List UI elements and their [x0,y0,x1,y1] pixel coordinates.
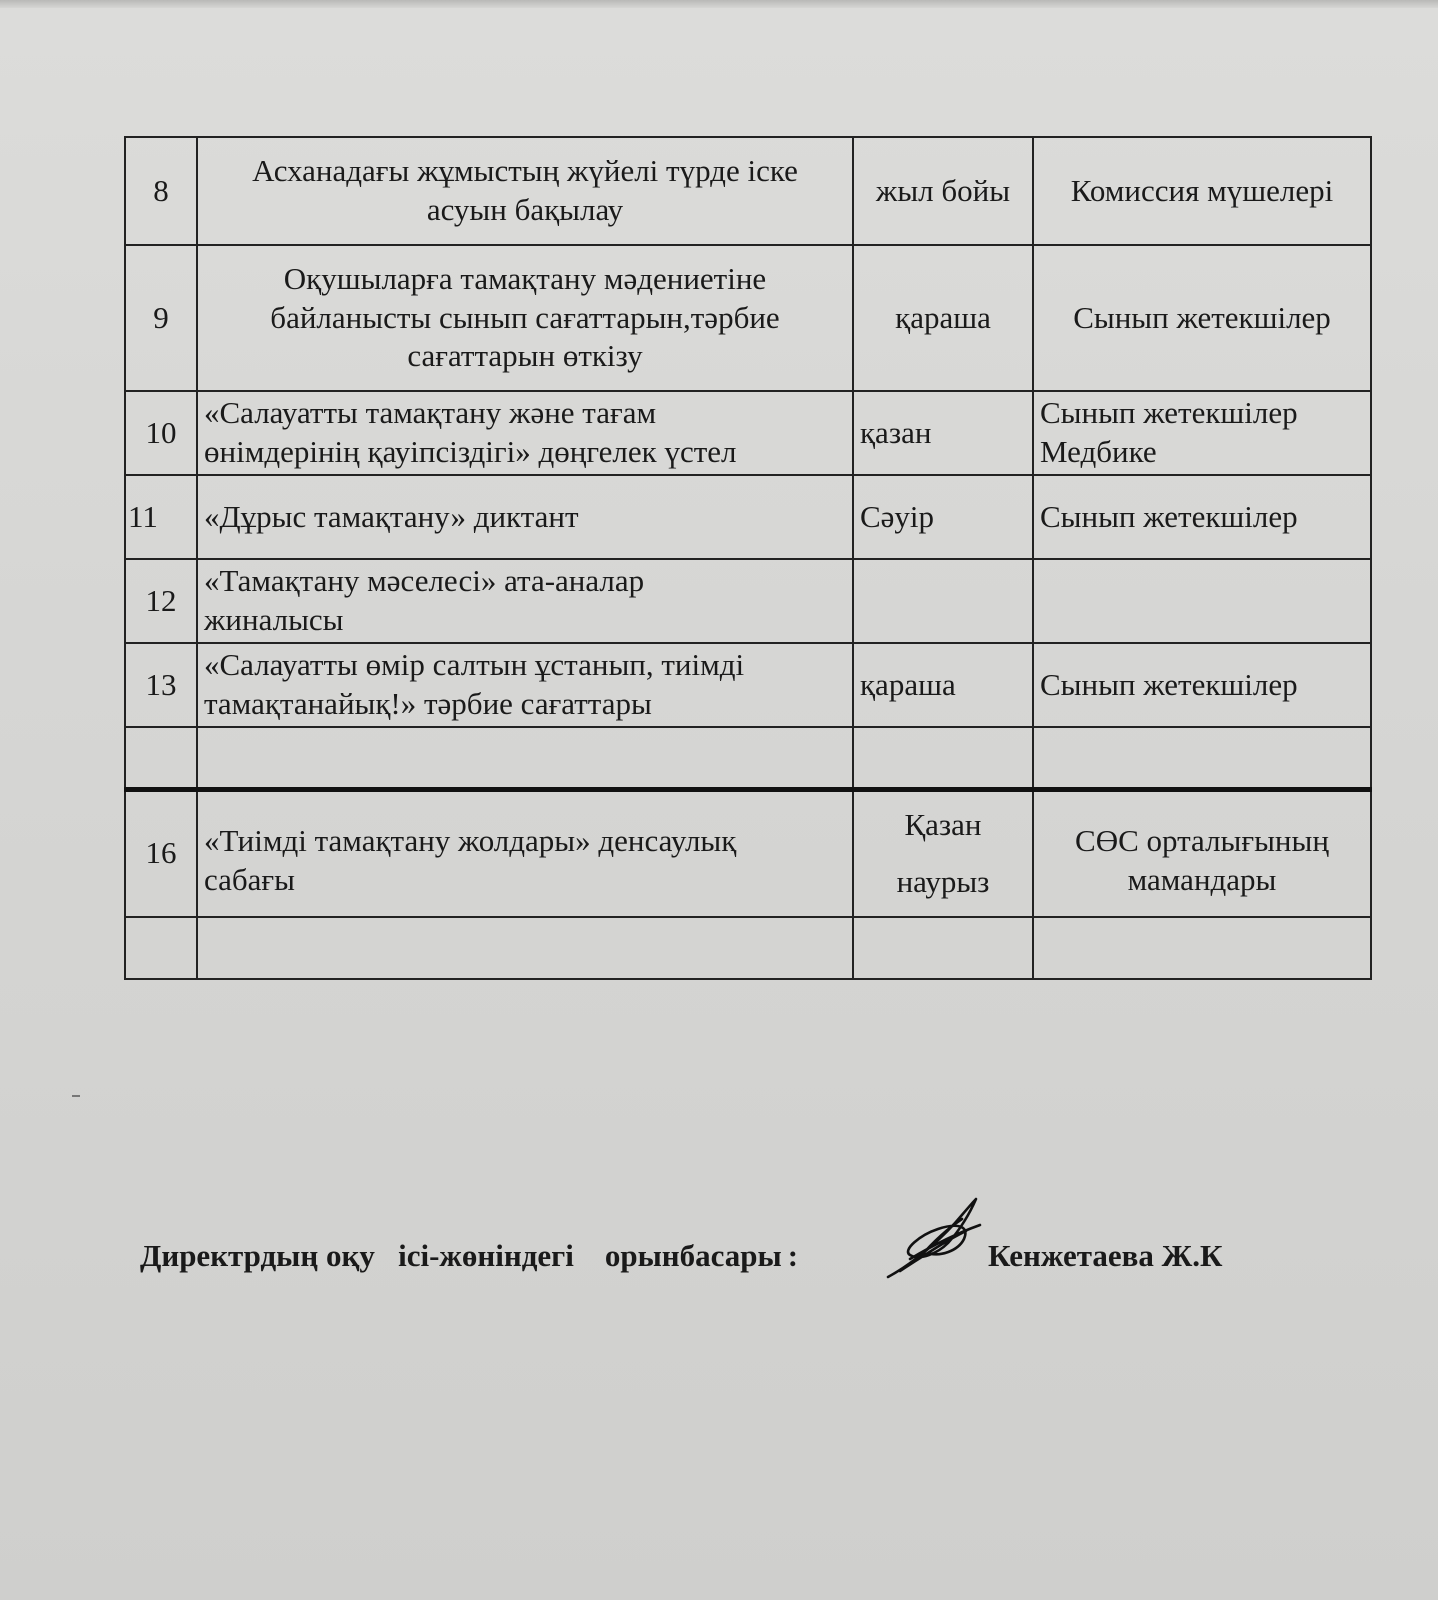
event-line: байланысты сынып сағаттарын,тәрбие [270,299,780,335]
empty-cell [853,727,1033,789]
date-cell: Сәуір [853,475,1033,559]
table-row [125,137,1371,245]
paper-top-edge [0,0,1438,8]
date-cell: қараша [853,643,1033,727]
event-line: «Тиімді тамақтану жолдары» денсаулық [204,823,737,858]
table-row [125,391,1371,475]
event-cell [197,391,853,475]
date-cell [853,789,1033,917]
table-row [125,475,1371,559]
signatory-position [140,1238,798,1274]
event-line: «Тамақтану мәселесі» ата-аналар [204,563,645,599]
responsible-line: Сынып жетекшілер [1040,498,1298,534]
date-cell: қазан [853,391,1033,475]
responsible-cell [1033,391,1371,475]
responsible-cell [1033,643,1371,727]
stray-mark [72,1095,80,1097]
empty-cell [853,917,1033,979]
empty-cell [197,727,853,789]
responsible-cell: Сынып жетекшілер [1033,245,1371,391]
event-cell [197,245,853,391]
event-cell [197,643,853,727]
table-row [125,245,1371,391]
event-cell [197,789,853,917]
table-row-empty [125,727,1371,789]
row-number: 8 [125,137,197,245]
responsible-line: Сынып жетекшілер [1040,395,1298,431]
date-line: наурыз [896,863,990,899]
event-line: «Салауатты тамақтану және тағам [204,395,657,431]
date-cell: қараша [853,245,1033,391]
plan-table [124,136,1372,980]
empty-cell [125,727,197,789]
event-line: «Дұрыс тамақтану» диктант [204,498,579,534]
table-row [125,789,1371,917]
row-number: 12 [125,559,197,643]
responsible-line: Сынып жетекшілер [1040,666,1298,702]
responsible-line: Медбике [1040,434,1157,469]
signatory-name: Кенжетаева Ж.К [988,1238,1223,1273]
empty-cell [197,917,853,979]
row-number: 16 [125,789,197,917]
row-number: 9 [125,245,197,391]
handwritten-signature-icon [880,1195,990,1290]
event-line: «Салауатты өмір салтын ұстанып, тиімді [204,647,745,683]
event-cell [197,559,853,643]
event-line: тамақтанайық!» тәрбие сағаттары [204,686,652,721]
table-row-empty [125,917,1371,979]
empty-cell [1033,917,1371,979]
responsible-line: СӨС орталығының [1075,823,1329,858]
responsible-cell [1033,559,1371,643]
event-line: жиналысы [204,602,344,637]
colon: : [787,1238,799,1273]
responsible-line: мамандары [1127,861,1277,897]
date-cell [853,559,1033,643]
table-row [125,643,1371,727]
responsible-cell [1033,789,1371,917]
table-row [125,559,1371,643]
position-label: Директрдың оқу ісі-жөніндегі орынбасары [140,1238,782,1273]
event-line: сағаттарын өткізу [407,338,643,374]
responsible-cell [1033,475,1371,559]
date-line: Қазан [904,807,982,842]
date-cell: жыл бойы [853,137,1033,245]
event-cell [197,475,853,559]
empty-cell [1033,727,1371,789]
event-line: өнімдерінің қауіпсіздігі» дөңгелек үстел [204,434,737,469]
event-line: Асханадағы жұмыстың жүйелі түрде іске [252,153,798,189]
event-line: асуын бақылау [426,192,624,227]
event-cell [197,137,853,245]
responsible-cell: Комиссия мүшелері [1033,137,1371,245]
row-number: 11 [125,475,197,559]
event-line: Оқушыларға тамақтану мәдениетіне [283,260,767,296]
row-number: 10 [125,391,197,475]
empty-cell [125,917,197,979]
row-number: 13 [125,643,197,727]
event-line: сабағы [204,861,295,897]
